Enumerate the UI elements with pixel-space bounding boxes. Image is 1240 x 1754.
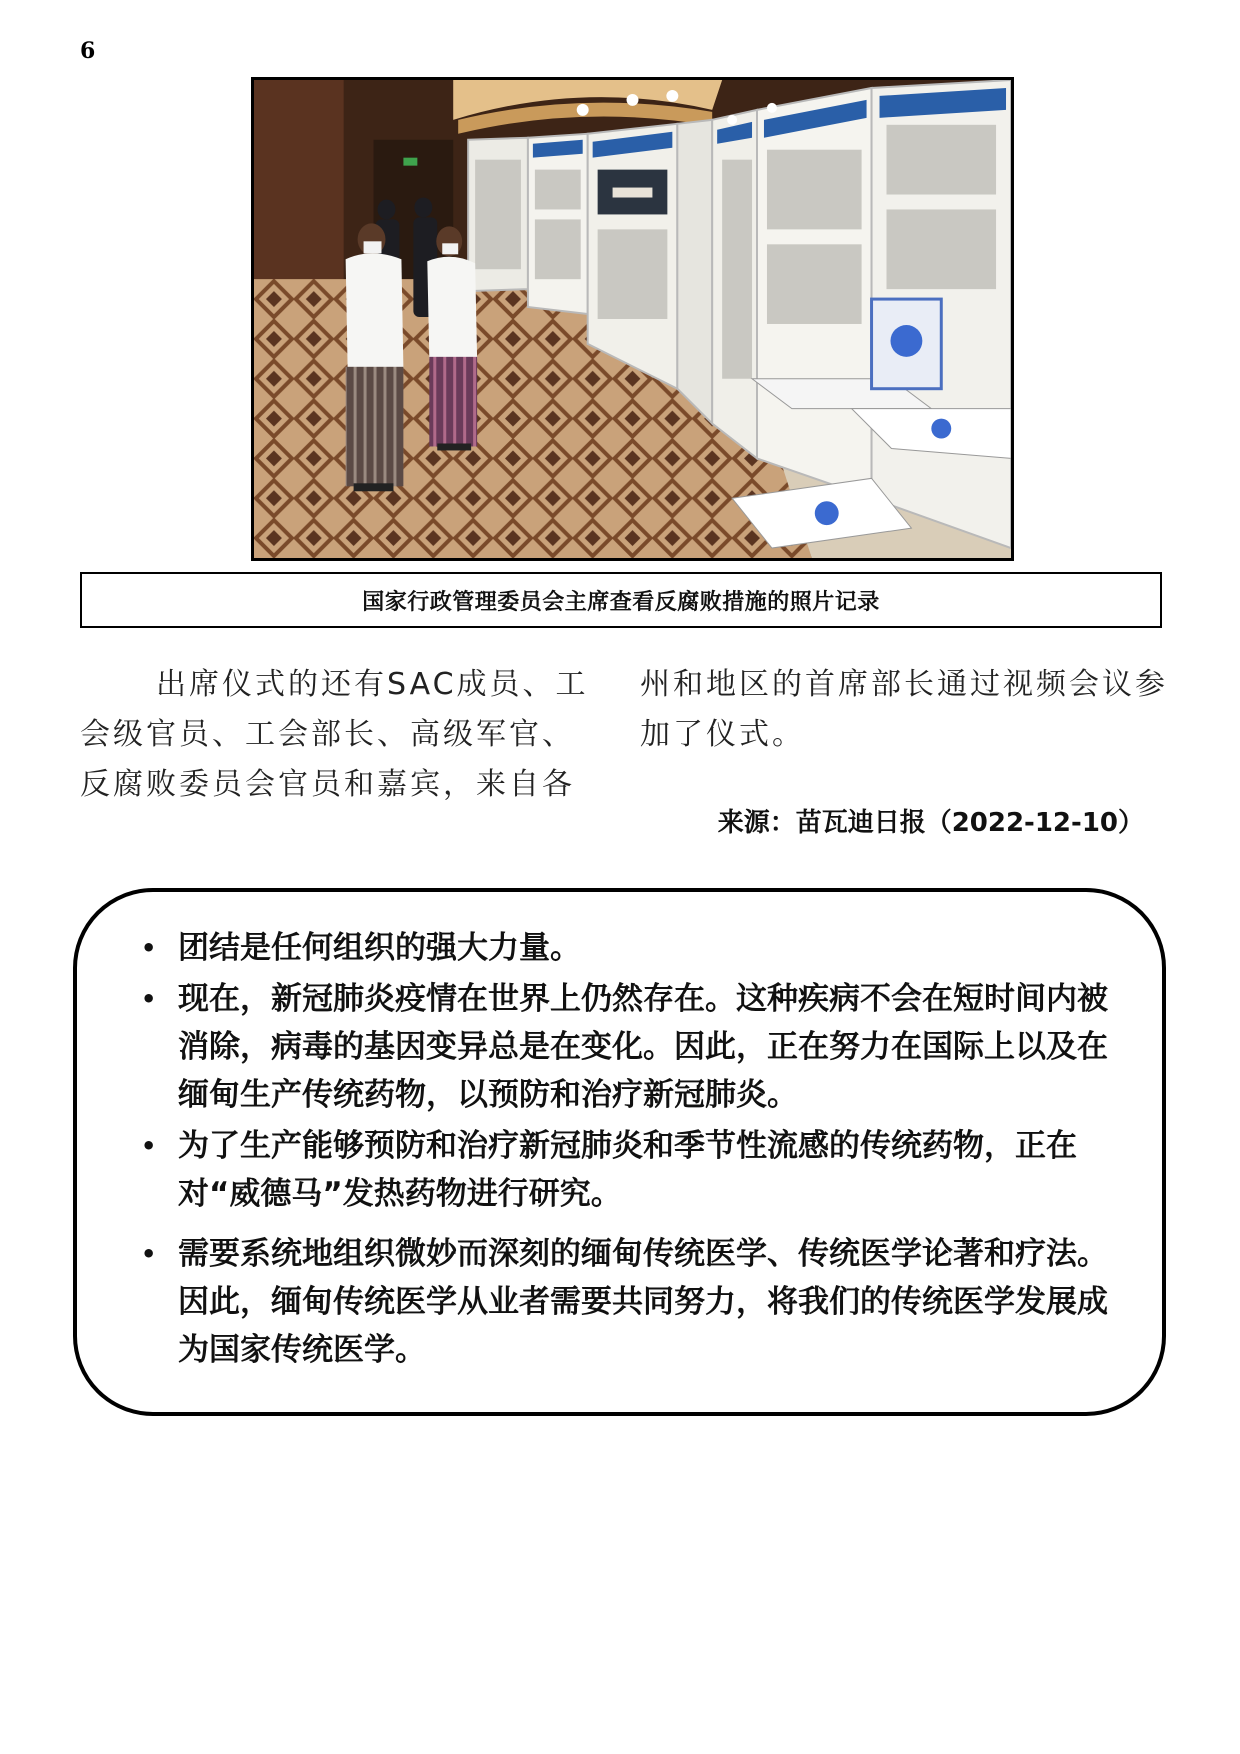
key-point-item: [141, 924, 1138, 972]
bullet-icon: •: [141, 934, 157, 962]
page-number: 6: [80, 38, 96, 64]
bullet-icon: •: [141, 1240, 157, 1268]
key-point-text: 需要系统地组织微妙而深刻的缅甸传统医学、传统医学论著和疗法。因此，缅甸传统医学从业者需要共同努力，将我们的传统医学发展成为国家传统医学。: [178, 1236, 1108, 1368]
key-point-text: 为了生产能够预防和治疗新冠肺炎和季节性流感的传统药物，正在对“威德马”发热药物进行研究。: [178, 1128, 1077, 1212]
key-point-text: 团结是任何组织的强大力量。: [178, 930, 581, 966]
photo-caption-box: [80, 572, 1162, 628]
bullet-icon: •: [141, 985, 157, 1013]
article-right-column: [640, 660, 1170, 760]
exhibition-photo: [251, 77, 1014, 561]
key-point-item: [141, 1122, 1138, 1218]
key-points-list: [141, 924, 1138, 1377]
article-paragraph-part-2: 州和地区的首席部长通过视频会议参加了仪式。: [640, 667, 1168, 752]
key-point-item: [141, 1230, 1138, 1374]
key-point-item: [141, 975, 1138, 1119]
photo-caption: 国家行政管理委员会主席查看反腐败措施的照片记录: [362, 589, 880, 615]
bullet-icon: •: [141, 1132, 157, 1160]
article-source: 来源：苗瓦迪日报（2022-12-10）: [717, 808, 1144, 838]
key-point-text: 现在，新冠肺炎疫情在世界上仍然存在。这种疾病不会在短时间内被消除，病毒的基因变异总是在变化。因此，正在努力在国际上以及在缅甸生产传统药物，以预防和治疗新冠肺炎。: [178, 981, 1108, 1113]
article-paragraph-part-1: 出席仪式的还有SAC成员、工会级官员、工会部长、高级军官、反腐败委员会官员和嘉宾，来自各: [80, 667, 589, 802]
article-left-column: [80, 660, 600, 810]
